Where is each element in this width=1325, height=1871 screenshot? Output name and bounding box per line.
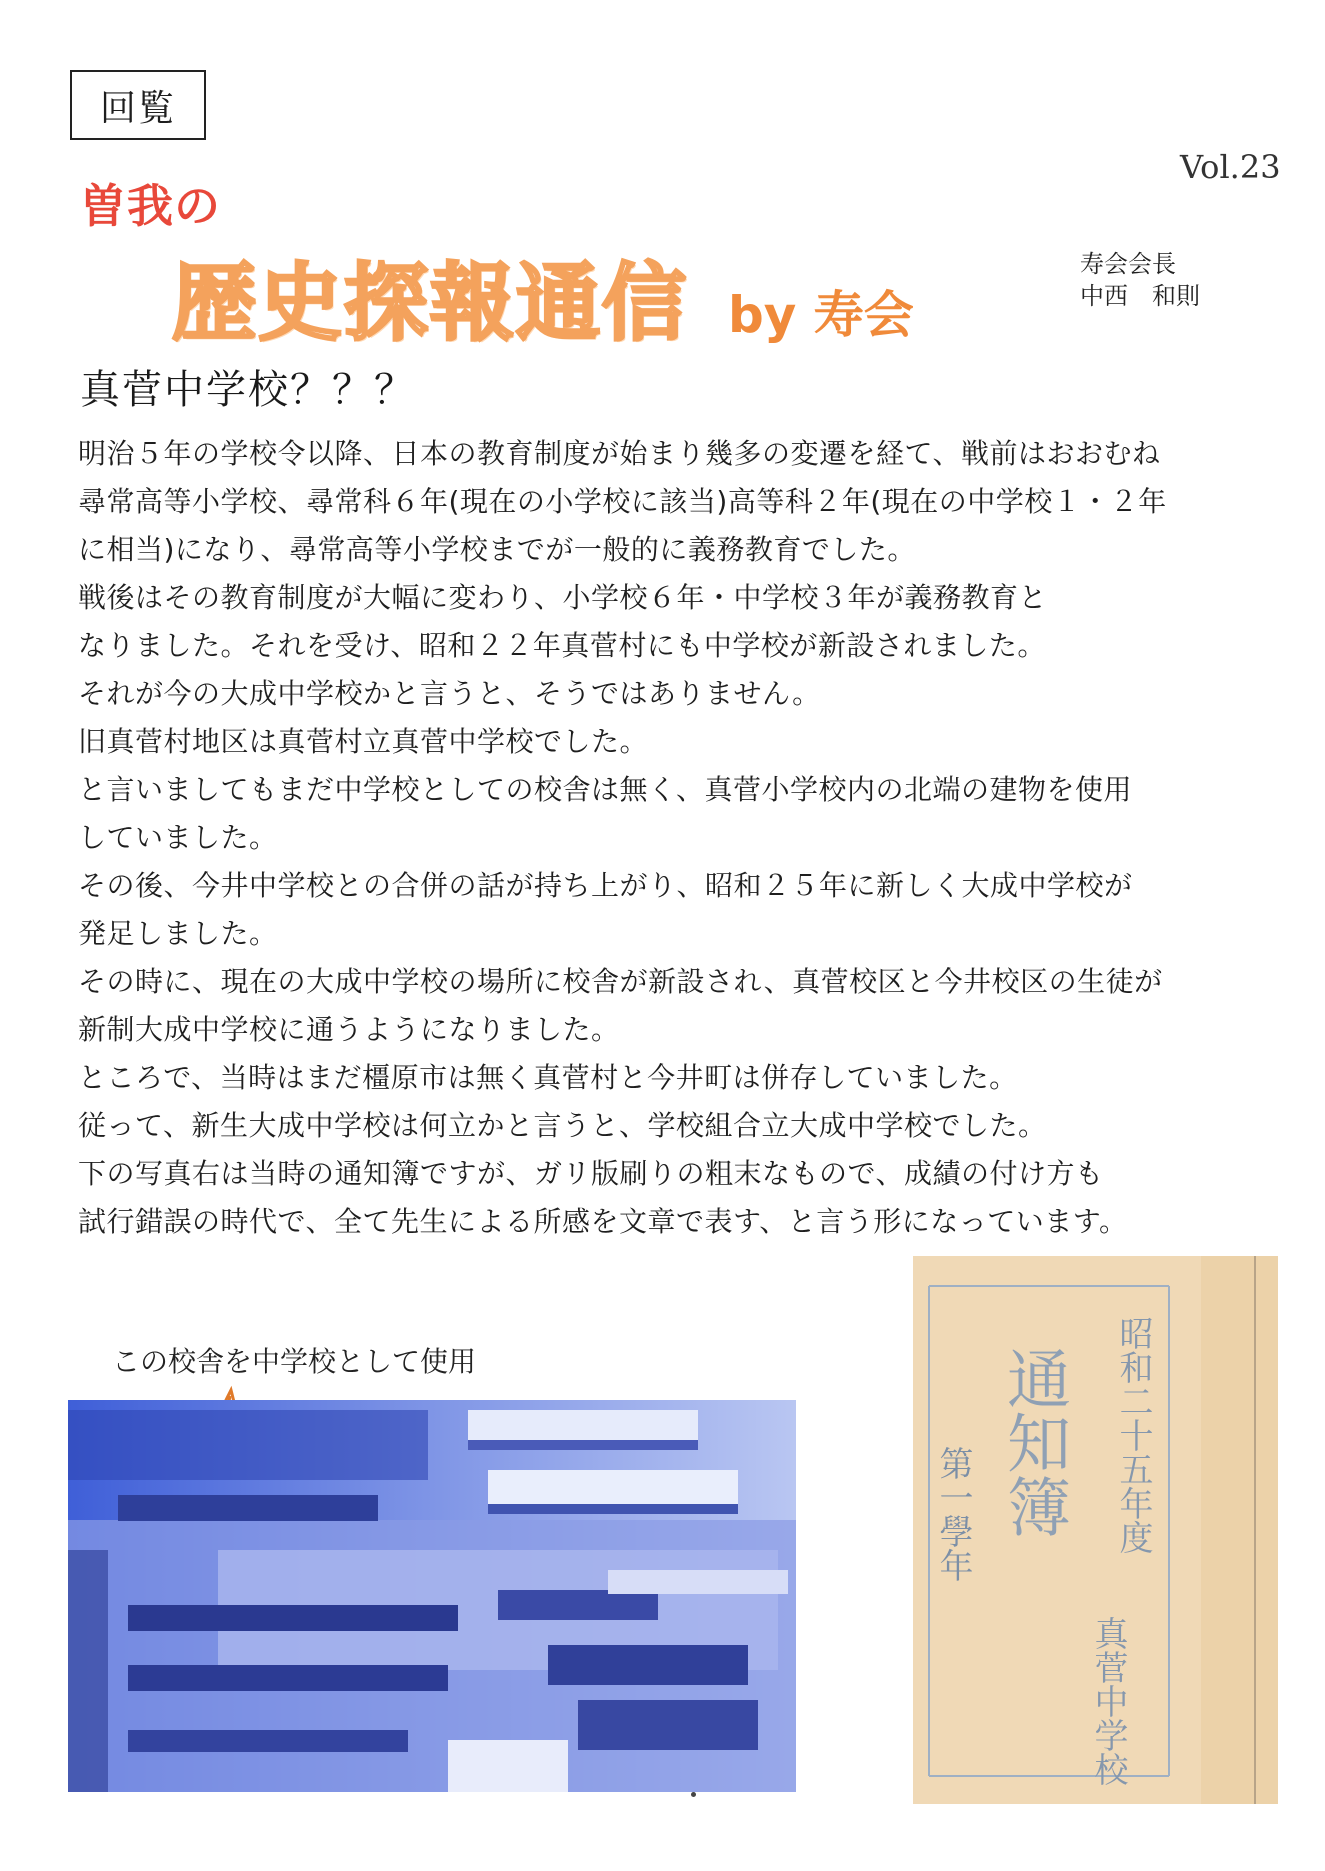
report-grade-text: 第一學年 [933,1446,973,1582]
body-line: 新制大成中学校に通うようになりました。 [78,1013,620,1046]
body-line: ところで、当時はまだ橿原市は無く真菅村と今井町は併存していました。 [78,1061,1018,1094]
body-line: 従って、新生大成中学校は何立かと言うと、学校組合立大成中学校でした。 [78,1109,1047,1142]
body-line: 下の写真右は当時の通知簿ですが、ガリ版刷りの粗末なもので、成績の付け方も [78,1157,1104,1190]
author-block [1080,248,1200,312]
aerial-school-photo [68,1400,796,1792]
body-line: 明治５年の学校令以降、日本の教育制度が始まり幾多の変遷を経て、戦前はおおむね [78,437,1161,470]
body-line: していました。 [78,821,278,854]
body-line: 旧真菅村地区は真菅村立真菅中学校でした。 [78,725,649,758]
series-prefix: 曽我の [80,179,221,233]
article-body [78,430,1278,1246]
report-school-text: 真菅中学校 [1088,1616,1128,1786]
report-era-text: 昭和二十五年度 [1113,1316,1153,1554]
author-name: 中西 和則 [1080,282,1200,310]
body-line: に相当)になり、尋常高等小学校までが一般的に義務教育でした。 [78,533,916,566]
author-role: 寿会会長 [1080,250,1176,278]
body-line: 戦後はその教育制度が大幅に変わり、小学校６年・中学校３年が義務教育と [78,581,1048,614]
masthead [172,236,914,352]
body-line: 尋常高等小学校、尋常科６年(現在の小学校に該当)高等科２年(現在の中学校１・２年 [78,485,1167,518]
body-line: その時に、現在の大成中学校の場所に校舎が新設され、真菅校区と今井校区の生徒が [78,965,1163,998]
article-heading: 真菅中学校？？？ [80,367,416,413]
body-line: その後、今井中学校との合併の話が持ち上がり、昭和２５年に新しく大成中学校が [78,869,1133,902]
body-line: と言いましてもまだ中学校としての校舎は無く、真菅小学校内の北端の建物を使用 [78,773,1132,806]
body-line: それが今の大成中学校かと言うと、そうではありません。 [78,677,821,710]
speck [691,1792,696,1797]
volume-number: Vol.23 [1180,148,1281,186]
masthead-by: by 寿会 [728,286,914,344]
report-card-photo [913,1256,1278,1804]
body-line: 試行錯誤の時代で、全て先生による所感を文章で表す、と言う形になっています。 [78,1205,1128,1238]
body-line: 発足しました。 [78,917,278,950]
photo-caption: この校舎を中学校として使用 [112,1345,477,1378]
masthead-title: 歴史探報通信 [172,254,689,352]
report-title-text: 通知簿 [996,1346,1070,1538]
body-line: なりました。それを受け、昭和２２年真菅村にも中学校が新設されました。 [78,629,1046,662]
circulation-stamp: 回覧 [70,70,206,140]
